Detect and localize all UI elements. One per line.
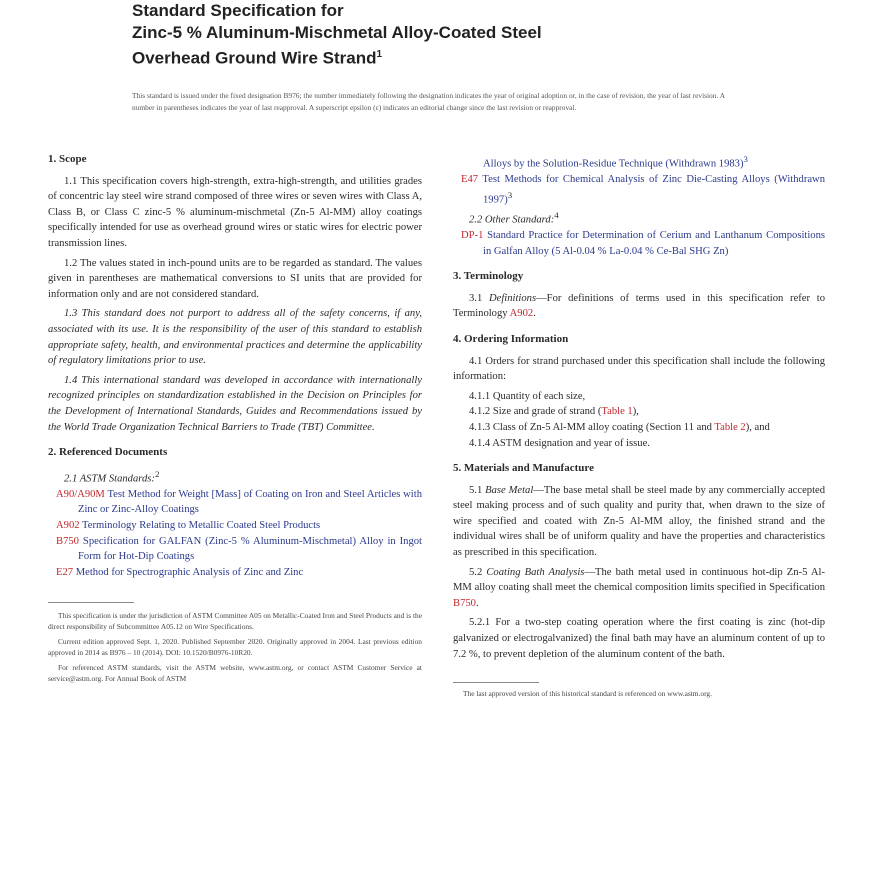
p3-1-text: —For definitions of terms used in this specification refer to Terminology — [453, 292, 825, 320]
reference-a90[interactable] — [48, 487, 422, 518]
p5-2-num: 5.2 — [469, 566, 487, 578]
other-standard-label-text: 2.2 Other Standard: — [469, 214, 555, 226]
reference-code[interactable]: DP-1 — [461, 229, 484, 241]
p5-2-italic: Coating Bath Analysis — [486, 566, 585, 578]
paragraph-4-1-3 — [453, 420, 825, 436]
astm-standards-label-text: 2.1 ASTM Standards: — [64, 473, 155, 485]
paragraph-3-1: 3.1 Definitions—For definitions of terms used in this specification refer to Terminology A902. — [453, 292, 825, 320]
paragraph-1-4: 1.4 This international standard was developed in accordance with internationally recognized principles on standardization established in the Decision on Principles for the Development of International Standards, Guides and Recommendations issued by the World Trade Organization Technical Barriers to Trade (TBT) Committee. — [48, 374, 422, 433]
reference-title[interactable]: Test Methods for Chemical Analysis of Zinc Die-Casting Alloys (Withdrawn 1997) — [482, 174, 825, 206]
title-line-3 — [132, 44, 752, 70]
paragraph-5-2: 5.2 Coating Bath Analysis—The bath metal used in continuous hot-dip Zn-5 Al-MM alloy coating shall meet the chemical composition limits specified in Specification B750. — [453, 566, 826, 609]
reference-code[interactable]: E27 — [56, 566, 74, 578]
reference-title[interactable]: Terminology Relating to Metallic Coated Steel Products — [82, 520, 321, 531]
p5-2-text: —The bath metal used in continuous hot-dip Zn-5 Al-MM alloy coating shall meet the chemical composition limits specified in Specification — [453, 566, 826, 594]
title-line-1: Standard Specification for — [132, 1, 344, 20]
p4-1-2-post: ), — [632, 406, 639, 418]
reference-code[interactable]: A90/A90M — [56, 488, 105, 500]
section-heading-terminology: 3. Terminology — [453, 270, 524, 283]
title-line-3-text: Overhead Ground Wire Strand — [132, 48, 377, 68]
title-footnote-mark: 1 — [376, 49, 383, 60]
section-heading-ordering: 4. Ordering Information — [453, 332, 569, 345]
link-b750[interactable]: B750 — [453, 597, 476, 609]
reference-title[interactable]: Standard Practice for Determination of Cerium and Lanthanum Compositions in Galfan Alloy (5 Al-0.04 % La-0.04 % Ce-Bal SHG Zn) — [483, 229, 825, 257]
astm-standards-label — [48, 467, 422, 487]
astm-footnote-mark: 2 — [154, 468, 160, 479]
paragraph-1-2: 1.2 The values stated in inch-pound units are to be regarded as standard. The values given in parentheses are mathematical conversions to SI units that are provided for information only and are not considered standard. — [48, 257, 422, 300]
footnote-divider-right — [453, 682, 539, 683]
title-line-2: Zinc-5 % Aluminum-Mischmetal Alloy-Coated Steel — [132, 23, 542, 42]
p4-1-2-pre: 4.1.2 Size and grade of strand ( — [469, 406, 602, 418]
other-footnote-mark: 4 — [554, 209, 559, 220]
link-table-2[interactable]: Table 2 — [714, 421, 746, 433]
paragraph-4-1-4: 4.1.4 ASTM designation and year of issue. — [469, 437, 650, 449]
reference-title[interactable]: Specification for GALFAN (Zinc-5 % Aluminum-Mischmetal) Alloy in Ingot Form for Hot-Dip Coatings — [78, 535, 422, 563]
reference-e47[interactable] — [453, 172, 825, 208]
link-table-1[interactable]: Table 1 — [601, 406, 633, 418]
p5-1-text: —The base metal shall be steel made by any commercially accepted steel making process and of such quality and purity that, when drawn to the size of wire specified and coated with Zn-5 Al-MM alloy, the finished strand and the individual wires shall be of uniform quality and have the properties and characteristics as prescribed in this specification. — [453, 484, 826, 559]
reference-e27-continued-text[interactable]: Alloys by the Solution-Residue Technique (Withdrawn 1983) — [483, 158, 744, 170]
paragraph-5-1 — [453, 483, 825, 561]
paragraph-1-1: 1.1 This specification covers high-strength, extra-high-strength, and utilities grades of concentric lay steel wire strand composed of three wires or seven wires with Class A, Class B, or Class C zinc-5 % aluminum-mischmetal (Zn-5 Al-MM) alloy coatings specifically intended for use as overhead ground wires or static wires for electric power transmission lines. — [48, 175, 422, 249]
footnote-1-edition: Current edition approved Sept. 1, 2020. Published September 2020. Originally approved in 2004. Last previous edition approved in 2014 as B976 – 10 (2014). DOI: 10.1520/B0976-10R20. — [48, 637, 422, 657]
reference-e27[interactable] — [48, 565, 422, 581]
title-block — [132, 0, 752, 70]
reference-title[interactable]: Method for Spectrographic Analysis of Zinc and Zinc — [75, 566, 304, 578]
paragraph-4-1-1: 4.1.1 Quantity of each size, — [469, 390, 586, 402]
withdrawn-footnote-mark: 3 — [743, 154, 748, 164]
reference-b750[interactable] — [48, 534, 422, 565]
reference-e27-continued[interactable] — [453, 152, 825, 172]
paragraph-5-2-1: 5.2.1 For a two-step coating operation where the first coating is zinc (hot-dip galvanized or electrogalvanized) the final bath may have an aluminum content of up to 7.2 %, to prevent depletion of the aluminum content of the bath. — [453, 617, 825, 660]
reference-title[interactable]: Test Method for Weight [Mass] of Coating on Iron and Steel Articles with Zinc or Zinc-Alloy Coatings — [78, 488, 422, 516]
footnote-divider — [48, 602, 134, 603]
paragraph-4-1-2 — [453, 404, 825, 420]
paragraph-1-3: 1.3 This standard does not purport to address all of the safety concerns, if any, associated with its use. It is the responsibility of the user of this standard to establish appropriate safety, health, and environmental practices and determine the applicability of regulatory limitations prior to use. — [48, 308, 422, 367]
reference-code[interactable]: B750 — [56, 535, 79, 547]
withdrawn-footnote-mark: 3 — [507, 189, 513, 200]
footnote-1: This specification is under the jurisdiction of ASTM Committee A05 on Metallic-Coated Iron and Steel Products and is the direct responsibility of Subcommittee A05.12 on Wire Specifications. — [48, 611, 422, 631]
section-heading-referenced-documents: 2. Referenced Documents — [48, 446, 168, 459]
section-heading-materials: 5. Materials and Manufacture — [453, 462, 594, 475]
link-a902[interactable]: A902 — [509, 308, 534, 320]
reference-dp1[interactable] — [453, 228, 825, 259]
p5-1-num: 5.1 — [469, 484, 486, 496]
p4-1-3-post: ), and — [745, 421, 770, 433]
standard-issuance-note: This standard is issued under the fixed designation B976; the number immediately following the designation indicates the year of original adoption or, in the case of revision, the year of last revision. A number in parentheses indicates the year of last reapproval. A superscript epsilon (ε) indicates an editorial change since the last revision or reapproval. — [132, 91, 725, 112]
right-column — [453, 152, 825, 705]
footnote-2: For referenced ASTM standards, visit the ASTM website, www.astm.org, or contact ASTM Customer Service at service@astm.org. For Annual Book of ASTM — [48, 663, 422, 683]
left-column — [48, 152, 422, 689]
p3-1-italic: Definitions — [488, 292, 537, 304]
footnote-3: The last approved version of this historical standard is referenced on www.astm.org. — [463, 689, 712, 699]
reference-code[interactable]: E47 — [461, 174, 479, 186]
p3-1-num: 3.1 — [469, 292, 489, 304]
p4-1-3-pre: 4.1.3 Class of Zn-5 Al-MM alloy coating (Section 11 and — [469, 421, 715, 433]
other-standard-label — [453, 208, 825, 228]
paragraph-4-1: 4.1 Orders for strand purchased under this specification shall include the following information: — [453, 355, 825, 383]
reference-code[interactable]: A902 — [56, 520, 80, 531]
p5-1-italic: Base Metal — [485, 484, 534, 496]
section-heading-scope: 1. Scope — [48, 153, 87, 165]
reference-a902[interactable] — [48, 518, 422, 534]
